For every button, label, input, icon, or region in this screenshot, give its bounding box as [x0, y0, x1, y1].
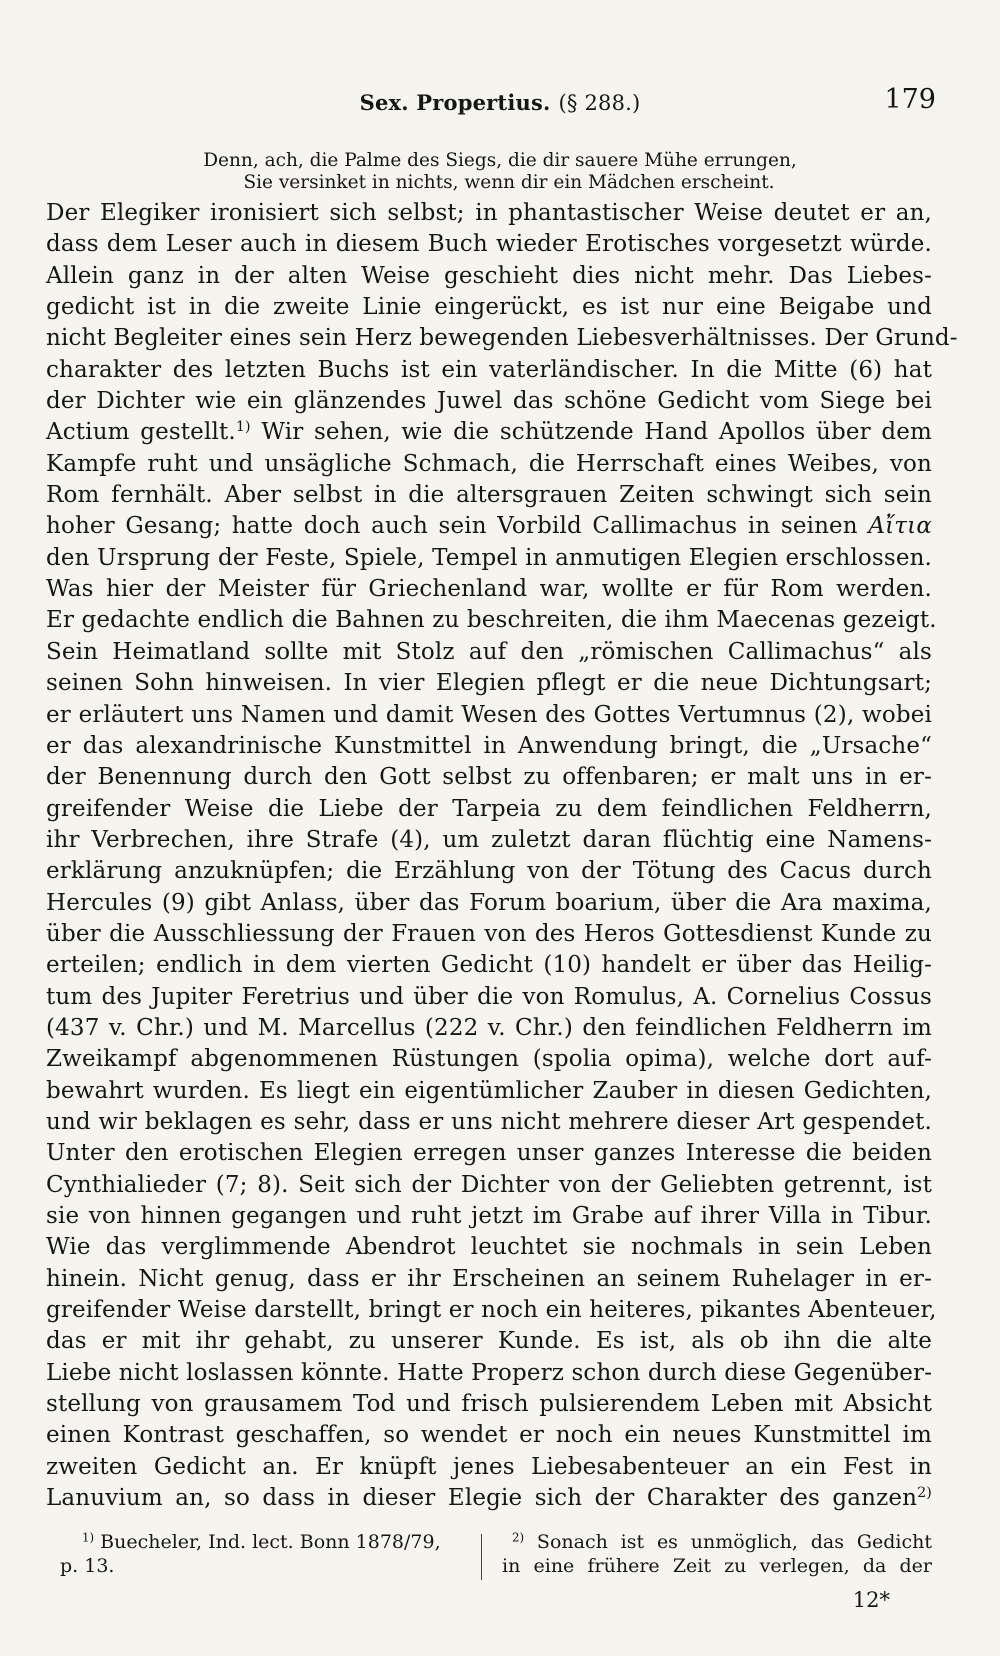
footnote-column-divider — [481, 1534, 482, 1580]
text-line: stellung von grausamem Tod und frisch pulsierendem Leben mit Absicht — [46, 1391, 932, 1418]
text-line: tum des Jupiter Feretrius und über die von Romulus, A. Cornelius Cossus — [46, 983, 932, 1010]
text-line: Liebe nicht loslassen könnte. Hatte Properz schon durch diese Gegenüber- — [46, 1359, 933, 1386]
text-line: Kampfe ruht und unsägliche Schmach, die Herrschaft eines Weibes, von — [46, 450, 932, 477]
text-line: ihr Verbrechen, ihre Strafe (4), um zuletzt daran flüchtig eine Namens- — [46, 826, 932, 853]
footnote-1-mark: 1) — [82, 1530, 95, 1545]
text-line: greifender Weise darstellt, bringt er noch ein heiteres, pikantes Abenteuer, — [46, 1297, 937, 1324]
text-line: er erläutert uns Namen und damit Wesen des Gottes Vertumnus (2), wobei — [46, 701, 932, 728]
text-line: charakter des letzten Buchs ist ein vaterländischer. In die Mitte (6) hat — [46, 356, 932, 383]
text-line: Sein Heimatland sollte mit Stolz auf den „römischen Callimachus“ als — [46, 638, 932, 665]
footnote-ref-2: 2) — [917, 1485, 932, 1502]
running-head — [0, 84, 1000, 124]
text-line: gedicht ist in die zweite Linie eingerückt, es ist nur eine Beigabe und — [46, 294, 932, 321]
text-line: Rom fernhält. Aber selbst in die altersgrauen Zeiten schwingt sich sein — [46, 482, 932, 509]
text-line: das er mit ihr gehabt, zu unserer Kunde. Es ist, als ob ihn die alte — [46, 1328, 932, 1355]
footnote-2-mark: 2) — [512, 1530, 525, 1545]
footnote-2-text: Sonach ist es unmöglich, das Gedicht — [536, 1531, 932, 1553]
footnote-1-line-2: p. 13. — [60, 1555, 115, 1577]
text-line: nicht Begleiter eines sein Herz bewegenden Liebesverhältnisses. Der Grund- — [46, 325, 958, 352]
running-title — [0, 90, 1000, 115]
page-number: 179 — [884, 84, 936, 115]
text-line: greifender Weise die Liebe der Tarpeia zu dem feindlichen Feldherrn, — [46, 795, 932, 822]
text-line: Cynthialieder (7; 8). Seit sich der Dichter von der Geliebten getrennt, ist — [46, 1171, 932, 1198]
text-fragment: Lanuvium an, so dass in dieser Elegie sich der Charakter des ganzen — [46, 1485, 918, 1512]
text-line: über die Ausschliessung der Frauen von des Heros Gottesdienst Kunde zu — [46, 920, 932, 947]
text-line: den Ursprung der Feste, Spiele, Tempel in anmutigen Elegien erschlossen. — [46, 544, 932, 571]
text-line — [46, 417, 932, 448]
text-fragment: Actium gestellt. — [46, 419, 236, 446]
footnote-2-line-2: in eine frühere Zeit zu verlegen, da der — [502, 1555, 932, 1577]
body-text — [46, 198, 958, 1514]
text-line: Er gedachte endlich die Bahnen zu beschreiten, die ihm Maecenas gezeigt. — [46, 607, 937, 634]
text-line: Unter den erotischen Elegien erregen unser ganzes Interesse die beiden — [46, 1140, 932, 1167]
footnote-1-line-1 — [60, 1530, 480, 1554]
footnote-ref-1: 1) — [235, 419, 251, 436]
text-line: (437 v. Chr.) und M. Marcellus (222 v. Chr.) den feindlichen Feldherrn im — [46, 1014, 932, 1041]
text-line: Allein ganz in der alten Weise geschieht dies nicht mehr. Das Liebes- — [46, 262, 932, 289]
text-line: Zweikampf abgenommenen Rüstungen (spolia opima), welche dort auf- — [46, 1046, 932, 1073]
footnote-2 — [502, 1530, 932, 1578]
text-line: dass dem Leser auch in diesem Buch wieder Erotisches vorgesetzt würde. — [46, 231, 932, 258]
text-line: sie von hinnen gegangen und ruht jetzt im Grabe auf ihrer Villa in Tibur. — [46, 1203, 932, 1229]
section-number: (§ 288.) — [558, 91, 641, 115]
text-line: seinen Sohn hinweisen. In vier Elegien pflegt er die neue Dichtungsart; — [46, 670, 932, 697]
text-line — [46, 1483, 932, 1514]
author-title: Sex. Propertius. — [359, 90, 551, 115]
text-line: erklärung anzuknüpfen; die Erzählung von der Tötung des Cacus durch — [46, 858, 932, 885]
verse-quotation — [0, 150, 1000, 194]
greek-title: Αἴτια — [868, 513, 933, 540]
text-fragment: Wir sehen, wie die schützende Hand Apollos über dem — [261, 419, 932, 446]
text-line: zweiten Gedicht an. Er knüpft jenes Liebesabenteuer an ein Fest in — [46, 1453, 932, 1480]
footnote-1 — [60, 1530, 480, 1578]
text-line: Der Elegiker ironisiert sich selbst; in phantastischer Weise deutet er an, — [46, 200, 932, 226]
footnote-2-line-1 — [502, 1530, 932, 1554]
text-line: hinein. Nicht genug, dass er ihr Erscheinen an seinem Ruhelager in er- — [46, 1265, 932, 1292]
text-line: und wir beklagen es sehr, dass er uns nicht mehrere dieser Art gespendet. — [46, 1108, 932, 1135]
footnote-1-text: Buecheler, Ind. lect. Bonn 1878/79, — [100, 1531, 441, 1553]
text-line: Hercules (9) gibt Anlass, über das Forum boarium, über die Ara maxima, — [46, 889, 932, 916]
verse-line-2: Sie versinket in nichts, wenn dir ein Mädchen erscheint. — [243, 172, 775, 193]
text-line: er das alexandrinische Kunstmittel in Anwendung bringt, die „Ursache“ — [46, 732, 932, 759]
text-fragment: hoher Gesang; hatte doch auch sein Vorbild Callimachus in seinen — [46, 513, 858, 540]
verse-line-1: Denn, ach, die Palme des Siegs, die dir sauere Mühe errungen, — [203, 150, 797, 171]
text-line: Wie das verglimmende Abendrot leuchtet sie nochmals in sein Leben — [46, 1234, 932, 1261]
text-line — [46, 511, 932, 542]
text-line: der Dichter wie ein glänzendes Juwel das schöne Gedicht vom Siege bei — [46, 388, 932, 415]
text-line: der Benennung durch den Gott selbst zu offenbaren; er malt uns in er- — [46, 764, 932, 791]
text-line: erteilen; endlich in dem vierten Gedicht (10) handelt er über das Heilig- — [46, 952, 932, 979]
signature-mark: 12* — [852, 1588, 890, 1612]
text-line: bewahrt wurden. Es liegt ein eigentümlicher Zauber in diesen Gedichten, — [46, 1077, 932, 1104]
text-line: einen Kontrast geschaffen, so wendet er noch ein neues Kunstmittel im — [46, 1422, 932, 1449]
text-line: Was hier der Meister für Griechenland war, wollte er für Rom werden. — [46, 576, 932, 603]
